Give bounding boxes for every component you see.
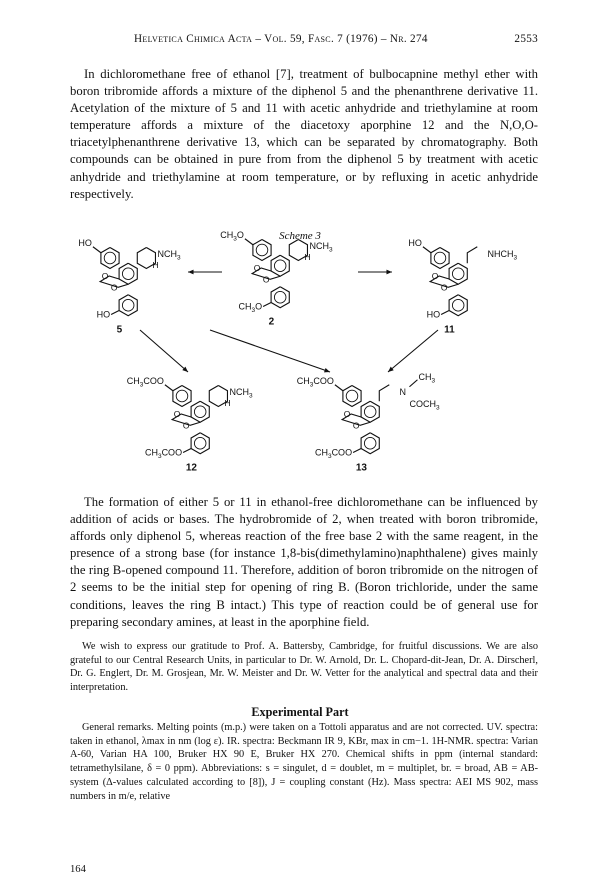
- substituent-bond: [353, 449, 361, 453]
- arrow-5-to-13: [210, 330, 330, 372]
- substituent-bond: [93, 247, 101, 253]
- substituent-bond: [335, 385, 343, 391]
- ring-d: [119, 295, 137, 316]
- aromatic-circle: [122, 299, 134, 311]
- n-acyl-label: $COCH_3$: [409, 398, 440, 412]
- hydrogen-label: H: [224, 397, 231, 408]
- running-title: Helvetica Chimica Acta – Vol. 59, Fasc. 7 (1976) – Nr. 274: [134, 33, 428, 45]
- ring-oxygen-label: O: [182, 420, 190, 431]
- ring-d: [449, 295, 467, 316]
- amine-label: $NHCH_3$: [487, 248, 518, 262]
- aromatic-circle: [122, 268, 134, 280]
- ring-a: [101, 248, 119, 269]
- compound-number: 13: [355, 462, 368, 474]
- aromatic-circle: [452, 299, 464, 311]
- aromatic-circle: [434, 252, 446, 264]
- ring-c: [449, 263, 467, 284]
- aromatic-circle: [176, 390, 188, 402]
- substituent-bottom-label: $CH_3COO$: [144, 447, 183, 460]
- arrow-2-to-5-head: [188, 270, 194, 275]
- folio-number: 164: [70, 864, 86, 875]
- aromatic-circle: [364, 437, 376, 449]
- substituent-top-label: HO: [78, 237, 92, 248]
- substituent-bond: [111, 311, 119, 315]
- side-chain: [379, 385, 389, 402]
- substituent-top-label: $CH_3COO$: [126, 375, 164, 389]
- hydrogen-label: H: [304, 251, 311, 262]
- ring-a: [431, 248, 449, 269]
- ring-d: [361, 433, 379, 454]
- substituent-bond: [245, 239, 253, 245]
- amine-label: $NCH_3$: [229, 386, 253, 400]
- compound-number: 2: [268, 316, 275, 328]
- substituent-bottom-label: HO: [426, 309, 441, 320]
- amine-label: $NCH_3$: [309, 240, 333, 254]
- arrow-5-to-13-head: [324, 368, 330, 372]
- aromatic-circle: [256, 244, 268, 256]
- aromatic-circle: [104, 252, 116, 264]
- ring-c: [191, 401, 209, 422]
- substituent-bond: [165, 385, 173, 391]
- ring-c: [271, 255, 289, 276]
- substituent-top-label: $CH_3O$: [220, 229, 244, 243]
- section-title: Experimental Part: [251, 705, 349, 719]
- aromatic-circle: [274, 291, 286, 303]
- aromatic-circle: [194, 406, 206, 418]
- aromatic-circle: [274, 260, 286, 272]
- substituent-bond: [423, 247, 431, 253]
- ring-a: [343, 386, 361, 407]
- substituent-bottom-label: HO: [96, 309, 111, 320]
- substituent-bond: [183, 449, 191, 453]
- hydrogen-label: H: [152, 259, 159, 270]
- ring-oxygen-label: O: [352, 420, 360, 431]
- arrow-5-to-12: [140, 330, 188, 372]
- ring-d: [191, 433, 209, 454]
- substituent-top-label: $CH_3COO$: [296, 375, 334, 389]
- arrow-2-to-11-head: [386, 270, 392, 275]
- scheme-title: Scheme 3: [279, 230, 321, 242]
- experimental-remarks: General remarks. Melting points (m.p.) were taken on a Tottoli apparatus and are not corrected. UV. spectra: taken in ethanol, λmax in nm (log ε). IR. spectra: Beckmann IR 9, KBr, max in cm−1. 1H-NMR. spectra: Varian A-60, Varian HA 100, Bruker HX 90 E, Bruker HX 270. Chemical shifts in ppm (internal standard: tetramethylsilane, δ = 0 ppm). Abbreviations: s = singulet, d = doublet, m = multiplet, br. = broad, AB = AB-system (Δ-values calculated according to [8]), J = coupling constant (Hz). Mass spectra: AEI MS 902, mass numbers in m/e, relative: [70, 722, 538, 802]
- ring-d: [271, 287, 289, 308]
- ring-oxygen-label: O: [173, 409, 181, 419]
- n-methyl-label: $CH_3$: [418, 371, 436, 385]
- acknowledgement: We wish to express our gratitude to Prof. A. Battersby, Cambridge, for fruitful discussions. We are also grateful to our Central Research Units, in particular to Dr. W. Arnold, Dr. L. Chopard-dit-Jean, Dr. A. Dirscherl, Dr. G. Englert, Dr. M. Grosjean, Mr. W. Meister and Dr. W. Vetter for the analytical and spectral data and their interpretation.: [70, 641, 538, 694]
- ring-a: [173, 386, 191, 407]
- substituent-bottom-label: $CH_3O$: [238, 301, 263, 314]
- arrow-11-to-13: [388, 330, 438, 372]
- ring-oxygen-label: O: [343, 409, 351, 419]
- amine-label: N: [399, 386, 406, 397]
- aromatic-circle: [194, 437, 206, 449]
- ring-c: [119, 263, 137, 284]
- ring-oxygen-label: O: [431, 271, 439, 281]
- compound-number: 12: [185, 462, 198, 474]
- n-methyl-bond: [409, 380, 417, 387]
- amine-label: $NCH_3$: [157, 248, 181, 262]
- ring-a: [253, 240, 271, 261]
- ring-oxygen-label: O: [253, 263, 261, 273]
- paragraph-intro: In dichloromethane free of ethanol [7], treatment of bulbocapnine methyl ether with boron tribromide affords a mixture of the diphenol 5 and the phenanthrene derivative 11. Acetylation of the mixture of 5 and 11 with acetic anhydride and triethylamine at room temperature affords a mixture of the diacetoxy aporphine 12 and the N,O,O-triacetylphenanthrene derivative 13, which can be separated by chromatography. Both compounds can be obtained in pure from from the diphenol 5 by treatment with acetic anhydride and triethylamine at room temperature, or by refluxing in acetic anhydride respectively.: [70, 67, 538, 201]
- substituent-top-label: HO: [408, 237, 422, 248]
- page-number: 2553: [514, 33, 538, 45]
- ring-oxygen-label: O: [440, 282, 448, 293]
- side-chain: [467, 247, 477, 264]
- substituent-bottom-label: $CH_3COO$: [314, 447, 353, 460]
- paragraph-discussion: The formation of either 5 or 11 in ethanol-free dichloromethane can be influenced by addition of acids or bases. The hydrobromide of 2, when treated with boron tribromide, affords only diphenol 5, whereas reaction of the free base 2 with the same reagent, in the presence of a strong base (for instance 1,8-bis(dimethylamino)naphthalene) gives mainly the ring B-opened compound 11. Therefore, addition of boron tribromide on the nitrogen of 2 seems to be the initial step for opening of ring B. (Boron trichloride, under the same conditions, leaves the ring B intact.) This type of reaction could be of general use for preparing secondary amines, at least in the aporphine field.: [70, 495, 538, 629]
- substituent-bond: [441, 311, 449, 315]
- aromatic-circle: [452, 268, 464, 280]
- ring-c: [361, 401, 379, 422]
- aromatic-circle: [346, 390, 358, 402]
- compound-number: 11: [444, 324, 455, 336]
- ring-oxygen-label: O: [110, 282, 118, 293]
- compound-number: 5: [116, 324, 123, 336]
- ring-oxygen-label: O: [262, 274, 270, 285]
- ring-oxygen-label: O: [101, 271, 109, 281]
- substituent-bond: [263, 303, 271, 307]
- aromatic-circle: [364, 406, 376, 418]
